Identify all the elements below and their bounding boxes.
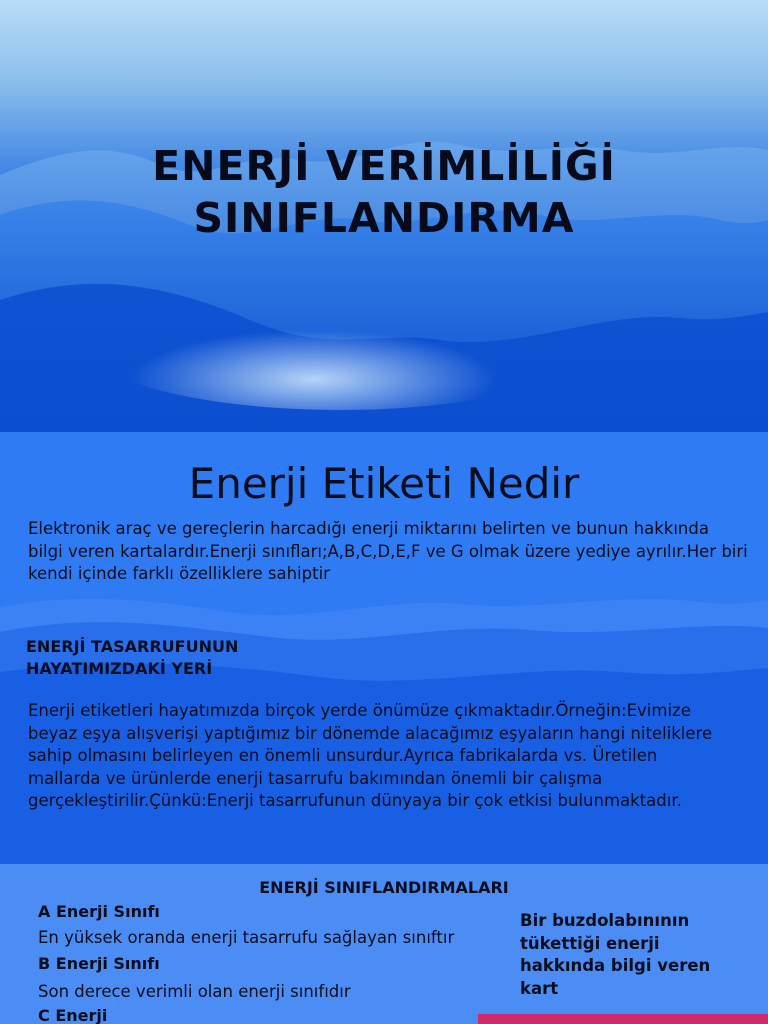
class-a-label: A Enerji Sınıfı — [38, 902, 160, 921]
presentation-title: ENERJİ VERİMLİLİĞİ SINIFLANDIRMA — [152, 142, 616, 242]
energy-label-slide — [0, 432, 768, 864]
importance-paragraph: Enerji etiketleri hayatımızda birçok yerde önümüze çıkmaktadır.Örneğin:Evimize beyaz eşya alışverişi yaptığımız bir dönemde alacağımız eşyaların hangi niteliklere sahip olmasını belirleyen en önemli unsurdur.Ayrıca fabrikalarda vs. Üretilen mallarda ve ürünlerde enerji tasarrufu bakımından önemli bir çalışma gerçekleştirilir.Çünkü:Enerji tasarrufunun dünyaya bir çok etkisi bulunmaktadır. — [28, 701, 713, 810]
energy-label-caption: Bir buzdolabınının tükettiği enerji hakkında bilgi veren kart — [520, 911, 711, 998]
class-b-description: Son derece verimli olan enerji sınıfıdır — [38, 982, 351, 1001]
slide-title: ENERJİ SINIFLANDIRMALARI — [259, 878, 509, 897]
definition-paragraph: Elektronik araç ve gereçlerin harcadığı enerji miktarını belirten ve bunun hakkında bilgi veren kartalardır.Enerji sınıfları;A,B,C,D,E,F ve G olmak üzere yediye ayrılır.Her biri kendi içinde farklı özelliklere sahiptir — [28, 519, 748, 583]
title-slide — [0, 0, 768, 432]
slide-title: Enerji Etiketi Nedir — [188, 459, 580, 508]
section-heading: ENERJİ TASARRUFUNUN HAYATIMIZDAKİ YERİ — [26, 637, 239, 678]
class-c-label: C Enerji — [38, 1006, 108, 1024]
energy-label-image-edge — [478, 1014, 768, 1024]
class-a-description: En yüksek oranda enerji tasarrufu sağlayan sınıftır — [38, 928, 455, 947]
classifications-slide — [0, 864, 768, 1024]
class-b-label: B Enerji Sınıfı — [38, 954, 160, 973]
